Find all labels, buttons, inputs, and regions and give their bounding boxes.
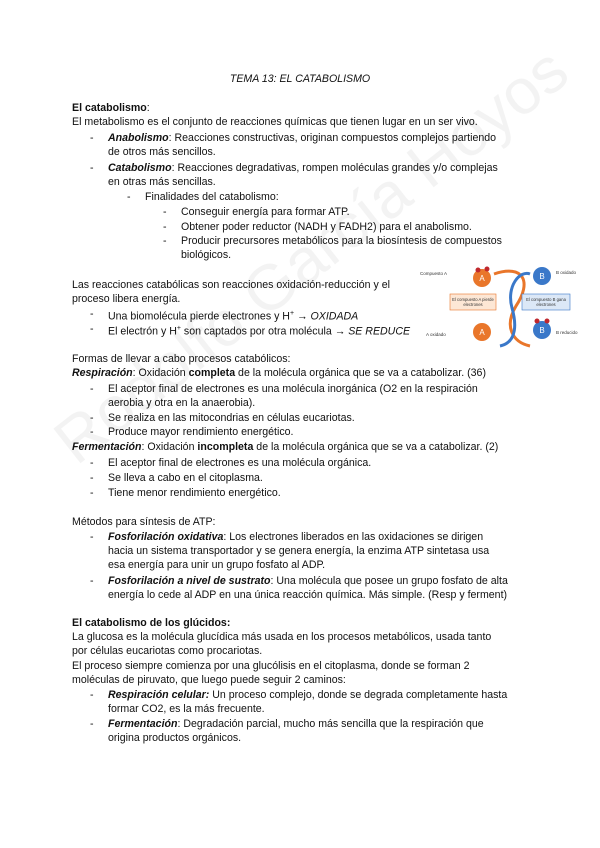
section-heading-catabolismo: El catabolismo: — [72, 102, 150, 114]
node-a-label: A — [479, 328, 485, 337]
bullet: - — [90, 132, 94, 144]
fosf-oxidativa-item: Fosforilación oxidativa: Los electrones liberados en las oxidaciones se dirigen — [108, 531, 484, 543]
respiracion-celular-item: Respiración celular: Un proceso complejo, donde se degrada completamente hasta — [108, 689, 508, 701]
fosf-oxidativa-cont: hacia un sistema transportador y se genera energía, la enzima ATP sintetasa usa — [108, 545, 490, 557]
respiracion-item-cont: aerobia y otra en la anaerobia). — [108, 397, 256, 409]
electron-dot — [476, 268, 481, 273]
fermentacion-path-item: Fermentación: Degradación parcial, mucho más sencilla que la respiración que — [108, 718, 484, 730]
node-b-label: B — [539, 272, 545, 281]
anabolismo-item-cont: de otros más sencillos. — [108, 146, 216, 158]
bullet: - — [163, 206, 167, 218]
anabolismo-item: Anabolismo: Reacciones constructivas, originan compuestos complejos partiendo — [108, 132, 497, 144]
label-top-left: Compuesto A — [420, 271, 448, 276]
oxidada-item: Una biomolécula pierde electrones y H+ → OXIDADA — [108, 310, 359, 323]
catabolismo-item: Catabolismo: Reacciones degradativas, rompen moléculas grandes y/o complejas — [108, 162, 498, 174]
electron-dot — [485, 267, 490, 272]
glucidos-heading: El catabolismo de los glúcidos: — [72, 617, 231, 629]
page-title: TEMA 13: EL CATABOLISMO — [229, 73, 371, 85]
respiracion-item: Produce mayor rendimiento energético. — [108, 426, 294, 438]
label-bottom-right: B reducido — [556, 330, 578, 335]
box-right-text-wrap — [523, 294, 569, 310]
fermentacion-def: Fermentación: Oxidación incompleta de la molécula orgánica que se va a catabolizar. (2) — [72, 441, 499, 453]
bullet: - — [90, 426, 94, 438]
bullet: - — [90, 412, 94, 424]
glucidos-text: moléculas de piruvato, que luego puede seguir 2 caminos: — [72, 674, 346, 686]
electron-dot — [535, 319, 540, 324]
bullet: - — [90, 531, 94, 543]
respiracion-celular-cont: formar CO2, es la más frecuente. — [108, 703, 265, 715]
bullet: - — [90, 383, 94, 395]
intro-text: El metabolismo es el conjunto de reacciones químicas que tienen lugar en un ser vivo. — [72, 116, 478, 128]
node-b-label: B — [539, 326, 545, 335]
box-left-text-wrap — [451, 294, 495, 310]
electron-dot — [545, 319, 550, 324]
fosf-oxidativa-cont: esa energía para unir un grupo fosfato al ADP. — [108, 559, 326, 571]
bullet: - — [163, 221, 167, 233]
finalidad-item: Conseguir energía para formar ATP. — [181, 206, 350, 218]
bullet: - — [90, 472, 94, 484]
atp-heading: Métodos para síntesis de ATP: — [72, 516, 216, 528]
fermentacion-path-cont: origina productos orgánicos. — [108, 732, 242, 744]
finalidad-item: Obtener poder reductor (NADH y FADH2) para el anabolismo. — [181, 221, 472, 233]
bullet: - — [90, 323, 94, 335]
redox-text: Las reacciones catabólicas son reacciones oxidación-reducción y el — [72, 279, 390, 291]
fermentacion-item: Se lleva a cabo en el citoplasma. — [108, 472, 263, 484]
fermentacion-item: El aceptor final de electrones es una molécula orgánica. — [108, 457, 372, 469]
glucidos-text: La glucosa es la molécula glucídica más usada en los procesos metabólicos, usada tanto — [72, 631, 492, 643]
redox-text-cont: proceso libera energía. — [72, 293, 181, 305]
redox-diagram — [420, 262, 600, 350]
finalidad-item-cont: biológicos. — [181, 249, 232, 261]
bullet: - — [163, 235, 167, 247]
bullet: - — [90, 457, 94, 469]
respiracion-def: Respiración: Oxidación completa de la molécula orgánica que se va a catabolizar. (36) — [72, 367, 486, 379]
bullet: - — [127, 191, 131, 203]
label-top-right: B oxidado — [556, 270, 577, 275]
respiracion-item: Se realiza en las mitocondrias en células eucariotas. — [108, 412, 355, 424]
bullet: - — [90, 308, 94, 320]
finalidad-item: Producir precursores metabólicos para la biosíntesis de compuestos — [181, 235, 502, 247]
finalidades-heading: Finalidades del catabolismo: — [145, 191, 279, 203]
respiracion-item: El aceptor final de electrones es una molécula inorgánica (O2 en la respiración — [108, 383, 478, 395]
forms-heading: Formas de llevar a cabo procesos catabólicos: — [72, 353, 291, 365]
bullet: - — [90, 162, 94, 174]
catabolismo-item-cont: en otras más sencillas. — [108, 176, 216, 188]
fosf-sustrato-item: Fosforilación a nivel de sustrato: Una molécula que posee un grupo fosfato de alta — [108, 575, 508, 587]
node-a-label: A — [479, 274, 485, 283]
glucidos-text: por células eucariotas como procariotas. — [72, 645, 263, 657]
reduce-item: El electrón y H+ son captados por otra molécula → SE REDUCE — [108, 325, 411, 338]
bullet: - — [90, 575, 94, 587]
box-right-text: El compuesto B gana electrones — [526, 297, 566, 307]
fermentacion-item: Tiene menor rendimiento energético. — [108, 487, 281, 499]
bullet: - — [90, 487, 94, 499]
fosf-sustrato-cont: energía lo cede al ADP en una única reacción química. Más simple. (Resp y ferment) — [108, 589, 508, 601]
box-left-text: El compuesto A pierde electrones — [452, 297, 494, 307]
label-bottom-left: A oxidado — [426, 332, 446, 337]
bullet: - — [90, 689, 94, 701]
bullet: - — [90, 718, 94, 730]
glucidos-text: El proceso siempre comienza por una glucólisis en el citoplasma, donde se forman 2 — [72, 660, 470, 672]
